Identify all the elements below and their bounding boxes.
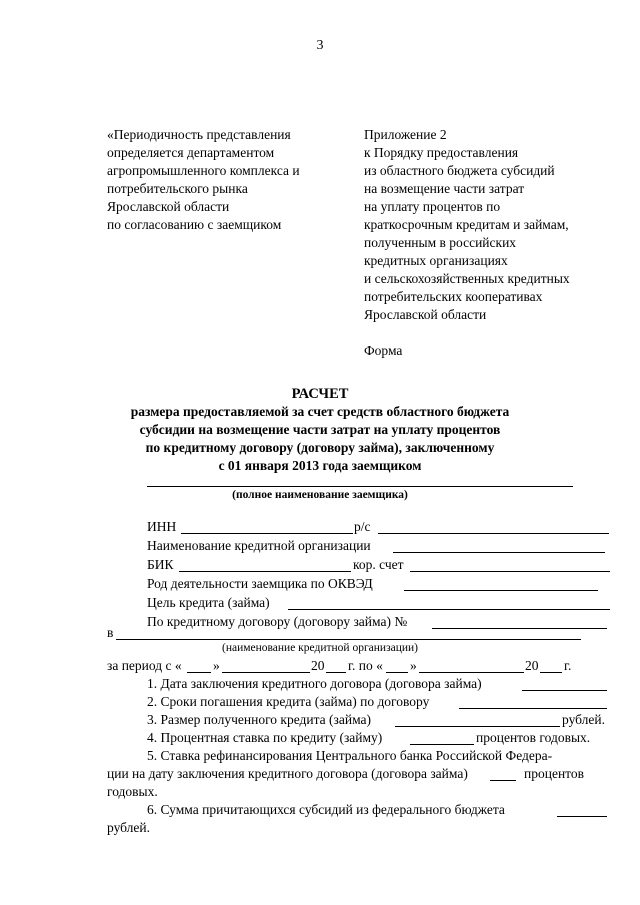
appendix-line: Ярославской области [364,307,487,322]
title-heading: РАСЧЕТ [291,386,349,402]
appendix-line: из областного бюджета субсидий [364,163,555,178]
item-6-field[interactable] [557,816,607,817]
v-label: в [107,625,114,640]
item-6-line-2: рублей. [107,820,151,835]
credit-org-field[interactable] [393,552,605,553]
note-line: агропромышленного комплекса и [107,163,300,178]
title-line: размера предоставляемой за счет средств областного бюджета [130,404,510,419]
page-number: 3 [316,38,324,53]
kor-label: кор. счет [353,557,404,572]
note-line: определяется департаментом [107,145,275,160]
period-end: г. [564,658,572,673]
period-year-2: 20 [525,658,539,673]
rs-field[interactable] [378,533,609,534]
period-end-month[interactable] [419,672,524,673]
appendix-header [364,126,570,360]
purpose-label: Цель кредита (займа) [147,595,270,610]
title-line: по кредитному договору (договору займа), заключенному [145,440,495,455]
item-3-label: 3. Размер полученного кредита (займа) [147,712,372,727]
bik-label: БИК [147,557,174,572]
item-4-unit: процентов годовых. [476,730,591,745]
item-2-field[interactable] [459,708,607,709]
period-quote-2: » [410,658,417,673]
okved-field[interactable] [404,590,598,591]
item-1-field[interactable] [522,690,607,691]
okved-label: Род деятельности заемщика по ОКВЭД [147,576,373,591]
item-5-line-3: годовых. [107,784,158,799]
appendix-line: потребительских кооперативах [364,289,543,304]
title-line: с 01 января 2013 года заемщиком [218,458,422,473]
appendix-line: на уплату процентов по [364,199,501,214]
purpose-field[interactable] [288,609,610,610]
note-line: потребительского рынка [107,181,248,196]
item-2-label: 2. Сроки погашения кредита (займа) по договору [147,694,430,709]
contract-label: По кредитному договору (договору займа) № [147,614,408,629]
period-end-day[interactable] [386,672,408,673]
item-6-line-1: 6. Сумма причитающихся субсидий из федерального бюджета [147,802,505,817]
appendix-line: Приложение 2 [364,127,447,142]
inn-field[interactable] [181,533,353,534]
item-5-field[interactable] [490,780,516,781]
appendix-line: краткосрочным кредитам и займам, [364,217,569,232]
appendix-line: к Порядку предоставления [364,145,519,160]
item-3-unit: рублей. [562,712,606,727]
title-line: субсидии на возмещение части затрат на уплату процентов [139,422,501,437]
note-line: Ярославской области [107,199,230,214]
credit-org-caption: (наименование кредитной организации) [221,642,419,654]
credit-org-name-field[interactable] [116,639,581,640]
appendix-line: на возмещение части затрат [364,181,525,196]
inn-label: ИНН [147,519,177,534]
borrower-name-line[interactable] [147,486,573,487]
appendix-line: кредитных организациях [364,253,508,268]
kor-field[interactable] [410,571,610,572]
contract-number-field[interactable] [432,628,607,629]
period-start-month[interactable] [222,672,310,673]
appendix-line: и сельскохозяйственных кредитных [364,271,570,286]
period-end-year[interactable] [540,672,562,673]
item-1-label: 1. Дата заключения кредитного договора (договора займа) [147,676,482,691]
document-title [0,385,640,475]
rs-label: р/с [354,519,371,534]
item-4-field[interactable] [410,744,474,745]
item-5-line-2: ции на дату заключения кредитного договора (договора займа) [107,766,468,781]
item-4-label: 4. Процентная ставка по кредиту (займу) [147,730,383,745]
appendix-line: полученным в российских [364,235,517,250]
periodicity-note [107,126,300,234]
note-line: «Периодичность представления [107,127,291,142]
item-5-unit: процентов [524,766,585,781]
period-prefix: за период с « [107,658,182,673]
item-3-field[interactable] [395,726,560,727]
period-start-year[interactable] [326,672,346,673]
bik-field[interactable] [179,571,351,572]
period-year-1: 20 [311,658,325,673]
period-mid: г. по « [348,658,383,673]
period-start-day[interactable] [187,672,211,673]
period-quote-1: » [213,658,220,673]
item-5-line-1: 5. Ставка рефинансирования Центрального банка Российской Федера- [147,748,553,763]
credit-org-label: Наименование кредитной организации [147,538,371,553]
borrower-caption: (полное наименование заемщика) [232,489,408,501]
note-line: по согласованию с заемщиком [107,217,282,232]
form-label: Форма [364,343,403,358]
